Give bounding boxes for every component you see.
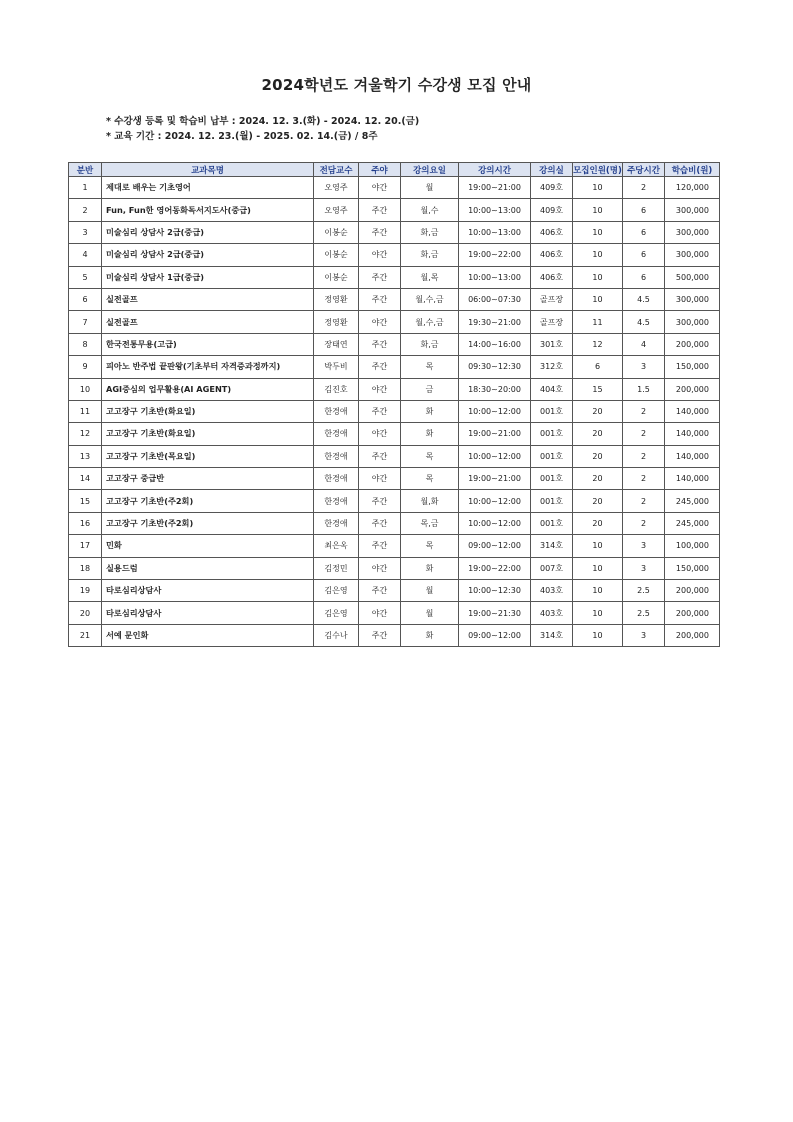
col-weekday-cell: 화: [401, 423, 459, 445]
col-instructor-cell: 오영주: [314, 177, 359, 199]
col-weekly-hours-cell: 4: [623, 333, 665, 355]
col-section-cell: 11: [69, 400, 102, 422]
col-time-cell: 10:00~12:00: [459, 490, 531, 512]
table-row: [69, 535, 720, 557]
col-weekly-hours-cell: 6: [623, 266, 665, 288]
col-fee-cell: 150,000: [665, 356, 720, 378]
col-section-cell: 16: [69, 512, 102, 534]
col-fee-cell: 300,000: [665, 311, 720, 333]
col-time-cell: 10:00~12:00: [459, 445, 531, 467]
col-section-cell: 3: [69, 221, 102, 243]
col-day-night-cell: 주간: [359, 535, 401, 557]
col-instructor-cell: 한경애: [314, 445, 359, 467]
col-weekly-hours-cell: 4.5: [623, 311, 665, 333]
col-day-night-cell: 주간: [359, 580, 401, 602]
table-row: [69, 378, 720, 400]
col-weekday-cell: 월,목: [401, 266, 459, 288]
table-row: [69, 624, 720, 646]
col-day-night-cell: 주간: [359, 356, 401, 378]
col-weekday-cell: 월: [401, 177, 459, 199]
col-fee-cell: 100,000: [665, 535, 720, 557]
col-fee-header: 학습비(원): [665, 163, 720, 177]
col-capacity-cell: 10: [573, 580, 623, 602]
col-weekday-cell: 화: [401, 557, 459, 579]
col-room-cell: 001호: [531, 490, 573, 512]
col-weekly-hours-cell: 2: [623, 177, 665, 199]
col-section-cell: 6: [69, 288, 102, 310]
col-time-cell: 19:00~21:00: [459, 468, 531, 490]
col-time-cell: 10:00~13:00: [459, 221, 531, 243]
registration-period-note: * 수강생 등록 및 학습비 납부 : 2024. 12. 3.(화) - 2024. 12. 20.(금): [106, 116, 420, 127]
col-day-night-cell: 주간: [359, 490, 401, 512]
col-capacity-cell: 10: [573, 199, 623, 221]
table-row: [69, 512, 720, 534]
col-weekly-hours-cell: 3: [623, 356, 665, 378]
col-room-cell: 404호: [531, 378, 573, 400]
col-course-name-cell: 타로심리상담사: [102, 580, 314, 602]
col-day-night-cell: 야간: [359, 311, 401, 333]
col-instructor-cell: 김정민: [314, 557, 359, 579]
col-time-cell: 10:00~12:30: [459, 580, 531, 602]
col-fee-cell: 200,000: [665, 333, 720, 355]
col-instructor-cell: 한경애: [314, 512, 359, 534]
col-section-cell: 5: [69, 266, 102, 288]
col-weekly-hours-cell: 4.5: [623, 288, 665, 310]
col-weekday-cell: 화,금: [401, 244, 459, 266]
col-room-cell: 409호: [531, 199, 573, 221]
col-instructor-cell: 정영환: [314, 311, 359, 333]
table-row: [69, 199, 720, 221]
col-time-cell: 09:30~12:30: [459, 356, 531, 378]
table-row: [69, 221, 720, 243]
col-room-cell: 001호: [531, 423, 573, 445]
education-period-note: * 교육 기간 : 2024. 12. 23.(월) - 2025. 02. 14.(금) / 8주: [106, 131, 378, 142]
col-weekday-cell: 목: [401, 535, 459, 557]
col-time-cell: 06:00~07:30: [459, 288, 531, 310]
col-section-cell: 7: [69, 311, 102, 333]
col-time-cell: 19:00~21:30: [459, 602, 531, 624]
col-fee-cell: 245,000: [665, 490, 720, 512]
col-room-cell: 314호: [531, 535, 573, 557]
col-time-cell: 19:30~21:00: [459, 311, 531, 333]
table-row: [69, 288, 720, 310]
col-time-cell: 14:00~16:00: [459, 333, 531, 355]
col-section-cell: 13: [69, 445, 102, 467]
col-day-night-cell: 주간: [359, 333, 401, 355]
col-fee-cell: 140,000: [665, 423, 720, 445]
col-time-cell: 19:00~21:00: [459, 177, 531, 199]
col-course-name-cell: 민화: [102, 535, 314, 557]
table-row: [69, 468, 720, 490]
col-weekly-hours-cell: 6: [623, 199, 665, 221]
col-fee-cell: 200,000: [665, 580, 720, 602]
col-fee-cell: 500,000: [665, 266, 720, 288]
col-course-name-cell: 제대로 배우는 기초영어: [102, 177, 314, 199]
col-weekly-hours-cell: 2.5: [623, 602, 665, 624]
col-instructor-cell: 박두비: [314, 356, 359, 378]
col-course-name-cell: 고고장구 기초반(화요일): [102, 423, 314, 445]
table-row: [69, 244, 720, 266]
col-room-cell: 406호: [531, 221, 573, 243]
table-row: [69, 557, 720, 579]
col-fee-cell: 150,000: [665, 557, 720, 579]
table-row: [69, 333, 720, 355]
col-room-cell: 312호: [531, 356, 573, 378]
col-instructor-cell: 김은영: [314, 602, 359, 624]
col-time-cell: 19:00~22:00: [459, 557, 531, 579]
col-weekday-header: 강의요일: [401, 163, 459, 177]
col-weekday-cell: 월,수,금: [401, 288, 459, 310]
col-weekly-hours-cell: 3: [623, 535, 665, 557]
col-capacity-cell: 20: [573, 468, 623, 490]
col-room-cell: 403호: [531, 602, 573, 624]
col-weekday-cell: 월: [401, 602, 459, 624]
col-course-name-cell: 한국전통무용(고급): [102, 333, 314, 355]
col-section-cell: 10: [69, 378, 102, 400]
col-time-cell: 10:00~12:00: [459, 400, 531, 422]
col-course-name-cell: 타로심리상담사: [102, 602, 314, 624]
col-day-night-cell: 주간: [359, 199, 401, 221]
col-day-night-header: 주야: [359, 163, 401, 177]
col-instructor-cell: 이봉순: [314, 221, 359, 243]
col-weekday-cell: 금: [401, 378, 459, 400]
col-day-night-cell: 주간: [359, 624, 401, 646]
col-instructor-cell: 장태연: [314, 333, 359, 355]
col-fee-cell: 200,000: [665, 602, 720, 624]
col-day-night-cell: 야간: [359, 423, 401, 445]
col-instructor-cell: 이봉순: [314, 266, 359, 288]
col-time-cell: 09:00~12:00: [459, 535, 531, 557]
table-row: [69, 580, 720, 602]
col-weekday-cell: 월,화: [401, 490, 459, 512]
col-course-name-cell: 고고장구 기초반(목요일): [102, 445, 314, 467]
col-weekday-cell: 화,금: [401, 221, 459, 243]
col-day-night-cell: 주간: [359, 445, 401, 467]
col-instructor-cell: 한경애: [314, 468, 359, 490]
col-time-cell: 19:00~22:00: [459, 244, 531, 266]
col-day-night-cell: 야간: [359, 602, 401, 624]
table-row: [69, 311, 720, 333]
col-instructor-cell: 오영주: [314, 199, 359, 221]
col-course-name-cell: 고고장구 기초반(주2회): [102, 512, 314, 534]
col-capacity-cell: 10: [573, 221, 623, 243]
col-section-cell: 2: [69, 199, 102, 221]
col-time-header: 강의시간: [459, 163, 531, 177]
col-capacity-cell: 10: [573, 602, 623, 624]
col-day-night-cell: 주간: [359, 512, 401, 534]
col-weekday-cell: 목: [401, 468, 459, 490]
col-capacity-cell: 10: [573, 288, 623, 310]
col-weekday-cell: 화: [401, 624, 459, 646]
col-weekly-hours-cell: 2: [623, 468, 665, 490]
table-row: [69, 445, 720, 467]
col-weekday-cell: 목,금: [401, 512, 459, 534]
col-room-cell: 골프장: [531, 311, 573, 333]
col-capacity-cell: 20: [573, 400, 623, 422]
col-time-cell: 10:00~13:00: [459, 266, 531, 288]
col-room-cell: 001호: [531, 468, 573, 490]
col-section-cell: 12: [69, 423, 102, 445]
col-instructor-cell: 한경애: [314, 423, 359, 445]
col-course-name-cell: 미술심리 상담사 2급(중급): [102, 244, 314, 266]
col-weekday-cell: 월: [401, 580, 459, 602]
col-day-night-cell: 주간: [359, 266, 401, 288]
col-instructor-cell: 김수나: [314, 624, 359, 646]
col-day-night-cell: 주간: [359, 400, 401, 422]
col-capacity-cell: 20: [573, 490, 623, 512]
col-fee-cell: 140,000: [665, 400, 720, 422]
col-fee-cell: 200,000: [665, 378, 720, 400]
col-weekly-hours-cell: 2: [623, 490, 665, 512]
col-time-cell: 10:00~12:00: [459, 512, 531, 534]
col-weekly-hours-cell: 2: [623, 400, 665, 422]
col-course-name-cell: 미술심리 상담사 2급(중급): [102, 221, 314, 243]
table-row: [69, 177, 720, 199]
col-weekly-hours-header: 주당시간: [623, 163, 665, 177]
col-course-name-cell: 고고장구 기초반(화요일): [102, 400, 314, 422]
col-course-name-cell: 피아노 반주법 끝판왕(기초부터 자격증과정까지): [102, 356, 314, 378]
col-instructor-cell: 한경애: [314, 490, 359, 512]
col-time-cell: 10:00~13:00: [459, 199, 531, 221]
col-room-cell: 301호: [531, 333, 573, 355]
table-row: [69, 266, 720, 288]
col-capacity-cell: 10: [573, 266, 623, 288]
col-course-name-cell: 실용드럼: [102, 557, 314, 579]
col-weekly-hours-cell: 2: [623, 445, 665, 467]
col-weekday-cell: 월,수: [401, 199, 459, 221]
page-title: 2024학년도 겨울학기 수강생 모집 안내: [261, 76, 532, 94]
col-room-cell: 406호: [531, 266, 573, 288]
col-day-night-cell: 야간: [359, 177, 401, 199]
col-capacity-cell: 12: [573, 333, 623, 355]
col-capacity-cell: 6: [573, 356, 623, 378]
col-room-cell: 골프장: [531, 288, 573, 310]
col-fee-cell: 140,000: [665, 468, 720, 490]
col-capacity-cell: 15: [573, 378, 623, 400]
col-fee-cell: 120,000: [665, 177, 720, 199]
col-room-cell: 403호: [531, 580, 573, 602]
col-section-cell: 8: [69, 333, 102, 355]
col-weekly-hours-cell: 3: [623, 624, 665, 646]
col-capacity-cell: 10: [573, 557, 623, 579]
col-instructor-cell: 김진호: [314, 378, 359, 400]
col-course-name-cell: 서예 문인화: [102, 624, 314, 646]
table-body: [69, 177, 720, 647]
col-course-name-cell: 고고장구 중급반: [102, 468, 314, 490]
col-day-night-cell: 야간: [359, 557, 401, 579]
col-instructor-header: 전담교수: [314, 163, 359, 177]
col-time-cell: 09:00~12:00: [459, 624, 531, 646]
col-capacity-cell: 20: [573, 512, 623, 534]
col-weekly-hours-cell: 6: [623, 244, 665, 266]
col-instructor-cell: 최은옥: [314, 535, 359, 557]
col-course-name-cell: Fun, Fun한 영어동화독서지도사(중급): [102, 199, 314, 221]
col-capacity-cell: 10: [573, 535, 623, 557]
col-weekday-cell: 월,수,금: [401, 311, 459, 333]
col-course-name-cell: 고고장구 기초반(주2회): [102, 490, 314, 512]
col-fee-cell: 245,000: [665, 512, 720, 534]
col-room-cell: 007호: [531, 557, 573, 579]
col-instructor-cell: 김은영: [314, 580, 359, 602]
col-capacity-cell: 20: [573, 445, 623, 467]
col-time-cell: 19:00~21:00: [459, 423, 531, 445]
col-day-night-cell: 야간: [359, 378, 401, 400]
col-weekday-cell: 화: [401, 400, 459, 422]
col-room-header: 강의실: [531, 163, 573, 177]
col-fee-cell: 300,000: [665, 221, 720, 243]
col-room-cell: 409호: [531, 177, 573, 199]
col-fee-cell: 200,000: [665, 624, 720, 646]
col-course-name-cell: 실전골프: [102, 311, 314, 333]
col-course-name-cell: 미술심리 상담사 1급(중급): [102, 266, 314, 288]
col-room-cell: 314호: [531, 624, 573, 646]
col-capacity-cell: 20: [573, 423, 623, 445]
col-section-cell: 14: [69, 468, 102, 490]
col-weekly-hours-cell: 2.5: [623, 580, 665, 602]
col-room-cell: 001호: [531, 400, 573, 422]
col-capacity-cell: 10: [573, 244, 623, 266]
col-course-name-cell: 실전골프: [102, 288, 314, 310]
col-room-cell: 001호: [531, 512, 573, 534]
table-header-row: [69, 163, 720, 177]
table-row: [69, 490, 720, 512]
col-section-cell: 21: [69, 624, 102, 646]
col-capacity-cell: 10: [573, 177, 623, 199]
notice-block: [106, 114, 419, 144]
course-table: [68, 162, 720, 647]
col-weekly-hours-cell: 6: [623, 221, 665, 243]
col-section-cell: 20: [69, 602, 102, 624]
col-weekday-cell: 화,금: [401, 333, 459, 355]
table-row: [69, 400, 720, 422]
col-section-header: 분반: [69, 163, 102, 177]
col-weekly-hours-cell: 2: [623, 423, 665, 445]
col-weekly-hours-cell: 1.5: [623, 378, 665, 400]
col-course-name-cell: AGI중심의 업무활용(AI AGENT): [102, 378, 314, 400]
col-section-cell: 19: [69, 580, 102, 602]
col-weekday-cell: 목: [401, 445, 459, 467]
col-capacity-cell: 10: [573, 624, 623, 646]
col-instructor-cell: 한경애: [314, 400, 359, 422]
table-row: [69, 356, 720, 378]
col-fee-cell: 300,000: [665, 288, 720, 310]
col-weekly-hours-cell: 2: [623, 512, 665, 534]
col-section-cell: 18: [69, 557, 102, 579]
col-course-name-header: 교과목명: [102, 163, 314, 177]
col-day-night-cell: 야간: [359, 468, 401, 490]
col-instructor-cell: 정영환: [314, 288, 359, 310]
col-capacity-cell: 11: [573, 311, 623, 333]
col-section-cell: 17: [69, 535, 102, 557]
col-fee-cell: 140,000: [665, 445, 720, 467]
col-section-cell: 1: [69, 177, 102, 199]
table-row: [69, 423, 720, 445]
col-section-cell: 15: [69, 490, 102, 512]
col-room-cell: 406호: [531, 244, 573, 266]
col-day-night-cell: 주간: [359, 288, 401, 310]
col-time-cell: 18:30~20:00: [459, 378, 531, 400]
col-section-cell: 9: [69, 356, 102, 378]
col-weekday-cell: 목: [401, 356, 459, 378]
col-weekly-hours-cell: 3: [623, 557, 665, 579]
col-capacity-header: 모집인원(명): [573, 163, 623, 177]
col-section-cell: 4: [69, 244, 102, 266]
col-fee-cell: 300,000: [665, 199, 720, 221]
table-row: [69, 602, 720, 624]
col-day-night-cell: 주간: [359, 221, 401, 243]
col-fee-cell: 300,000: [665, 244, 720, 266]
col-instructor-cell: 이봉순: [314, 244, 359, 266]
col-room-cell: 001호: [531, 445, 573, 467]
col-day-night-cell: 야간: [359, 244, 401, 266]
